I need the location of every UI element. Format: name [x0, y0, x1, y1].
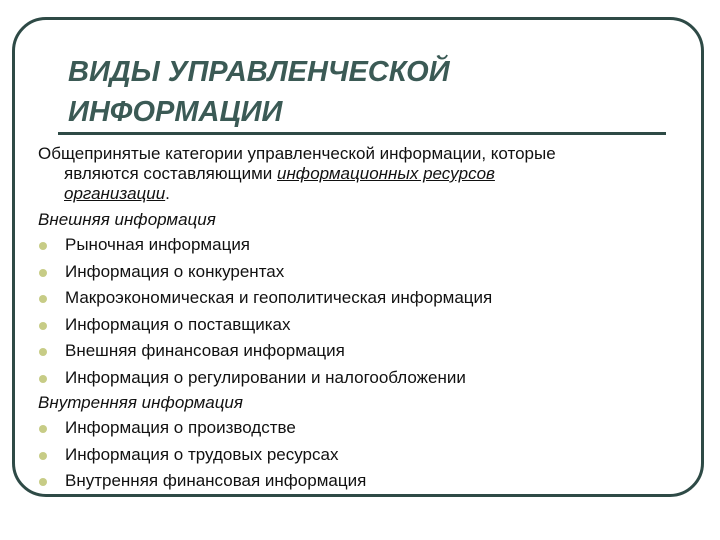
list-item: Макроэкономическая и геополитическая информация	[38, 285, 678, 312]
list-item: Внутренняя финансовая информация	[38, 468, 678, 495]
slide-content	[38, 144, 678, 495]
external-heading: Внешняя информация	[38, 210, 216, 229]
slide-title	[68, 52, 668, 132]
intro-line-2: являются составляющими	[64, 164, 277, 183]
bullet-dot-icon	[39, 269, 47, 277]
intro-link-organization[interactable]: организации	[64, 184, 166, 203]
intro-paragraph	[38, 144, 678, 204]
title-line-2: ИНФОРМАЦИИ	[68, 96, 283, 128]
bullet-dot-icon	[39, 425, 47, 433]
intro-period: .	[165, 184, 170, 203]
title-underline	[58, 132, 666, 135]
list-item: Информация о регулировании и налогообложении	[38, 365, 678, 392]
intro-link-resources[interactable]: информационных ресурсов	[276, 164, 495, 183]
bullet-dot-icon	[39, 295, 47, 303]
list-item: Информация о производстве	[38, 415, 678, 442]
internal-heading: Внутренняя информация	[38, 393, 243, 412]
external-list	[38, 232, 678, 391]
list-item: Информация о трудовых ресурсах	[38, 442, 678, 469]
bullet-dot-icon	[39, 478, 47, 486]
bullet-dot-icon	[39, 375, 47, 383]
list-item: Информация о конкурентах	[38, 259, 678, 286]
bullet-dot-icon	[39, 242, 47, 250]
bullet-dot-icon	[39, 452, 47, 460]
list-item: Рыночная информация	[38, 232, 678, 259]
intro-continuation	[38, 164, 678, 204]
bullet-dot-icon	[39, 348, 47, 356]
intro-line-1: Общепринятые категории управленческой информации, которые	[38, 144, 556, 163]
list-item: Информация о поставщиках	[38, 312, 678, 339]
internal-list	[38, 415, 678, 495]
title-line-1: ВИДЫ УПРАВЛЕНЧЕСКОЙ	[68, 56, 450, 88]
list-item: Внешняя финансовая информация	[38, 338, 678, 365]
bullet-dot-icon	[39, 322, 47, 330]
